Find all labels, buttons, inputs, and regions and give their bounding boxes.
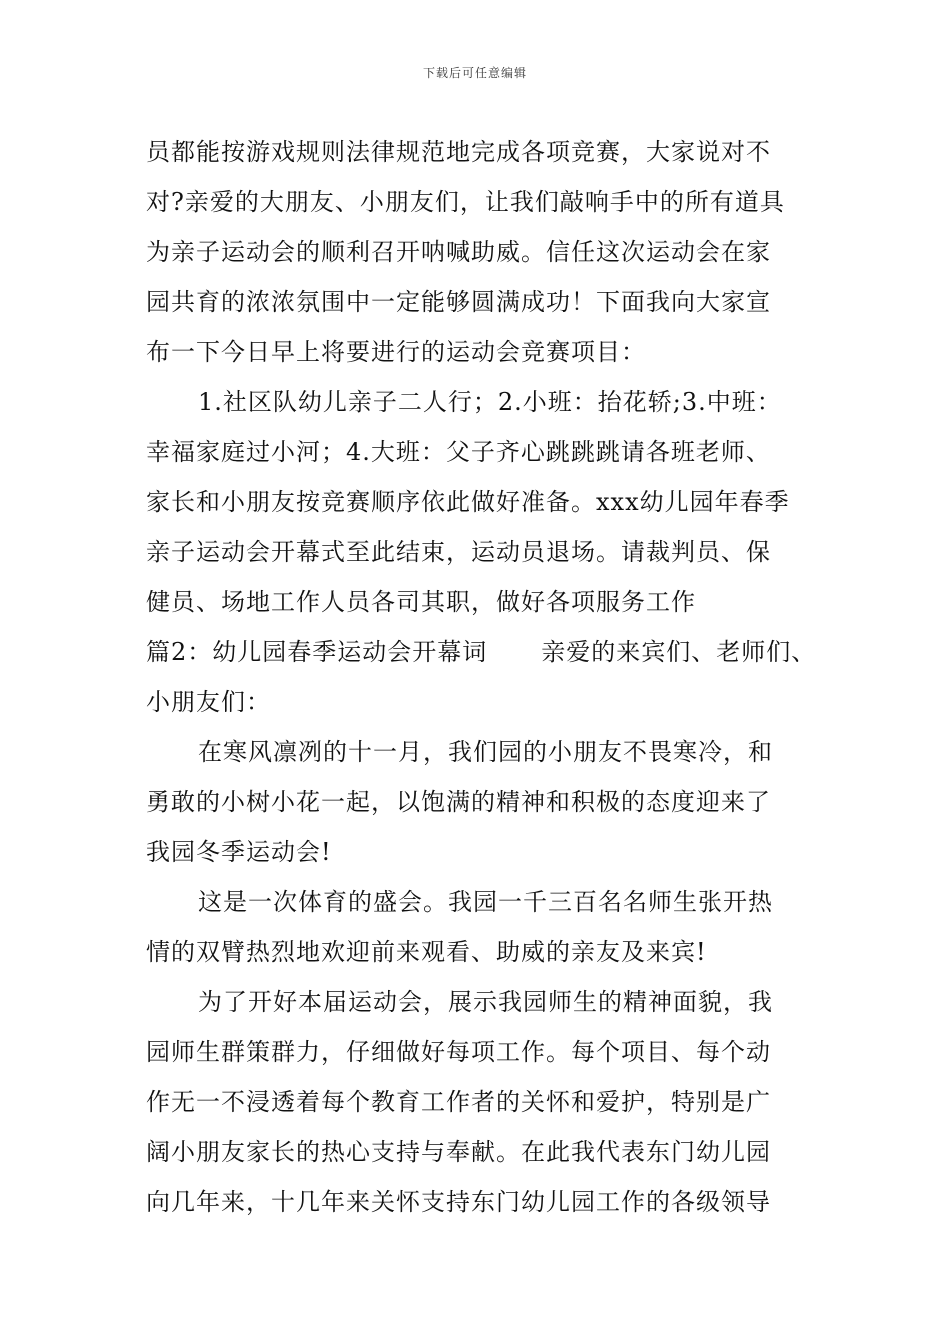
text-line: 园师生群策群力，仔细做好每项工作。每个项目、每个动 xyxy=(146,1038,771,1066)
text-line: 阔小朋友家长的热心支持与奉献。在此我代表东门幼儿园 xyxy=(146,1138,771,1166)
salutation-start: 亲爱的来宾们、老师们、 xyxy=(541,638,817,666)
text-line: 我园冬季运动会! xyxy=(146,838,332,866)
text-line: 向几年来，十几年来关怀支持东门幼儿园工作的各级领导 xyxy=(146,1188,771,1216)
text-line: 1.社区队幼儿亲子二人行；2.小班：抬花轿;3.中班： xyxy=(198,388,782,416)
section-heading: 篇2：幼儿园春季运动会开幕词 xyxy=(146,638,488,666)
page-header-note: 下载后可任意编辑 xyxy=(422,66,527,80)
text-line: 在寒风凛冽的十一月，我们园的小朋友不畏寒冷，和 xyxy=(198,738,773,766)
document-body xyxy=(146,127,826,1227)
text-line: 情的双臂热烈地欢迎前来观看、助威的亲友及来宾! xyxy=(146,938,707,966)
text-line: 为亲子运动会的顺利召开呐喊助威。信任这次运动会在家 xyxy=(146,238,771,266)
text-line: 健员、场地工作人员各司其职，做好各项服务工作 xyxy=(146,588,696,616)
text-line: 亲子运动会开幕式至此结束，运动员退场。请裁判员、保 xyxy=(146,538,771,566)
text-line: 为了开好本届运动会，展示我园师生的精神面貌，我 xyxy=(198,988,773,1016)
text-line: 园共育的浓浓氛围中一定能够圆满成功！下面我向大家宣 xyxy=(146,288,771,316)
text-line: 作无一不浸透着每个教育工作者的关怀和爱护，特别是广 xyxy=(146,1088,771,1116)
text-line: 家长和小朋友按竞赛顺序依此做好准备。xxx幼儿园年春季 xyxy=(146,488,790,516)
text-line: 这是一次体育的盛会。我园一千三百名名师生张开热 xyxy=(198,888,773,916)
section-heading-line xyxy=(146,627,826,677)
text-line: 勇敢的小树小花一起，以饱满的精神和积极的态度迎来了 xyxy=(146,788,771,816)
text-line: 对?亲爱的大朋友、小朋友们，让我们敲响手中的所有道具 xyxy=(146,188,785,216)
text-line: 员都能按游戏规则法律规范地完成各项竞赛，大家说对不 xyxy=(146,138,771,166)
text-line: 幸福家庭过小河；4.大班：父子齐心跳跳跳请各班老师、 xyxy=(146,438,771,466)
text-line: 小朋友们： xyxy=(146,688,271,716)
text-line: 布一下今日早上将要进行的运动会竞赛项目： xyxy=(146,338,646,366)
